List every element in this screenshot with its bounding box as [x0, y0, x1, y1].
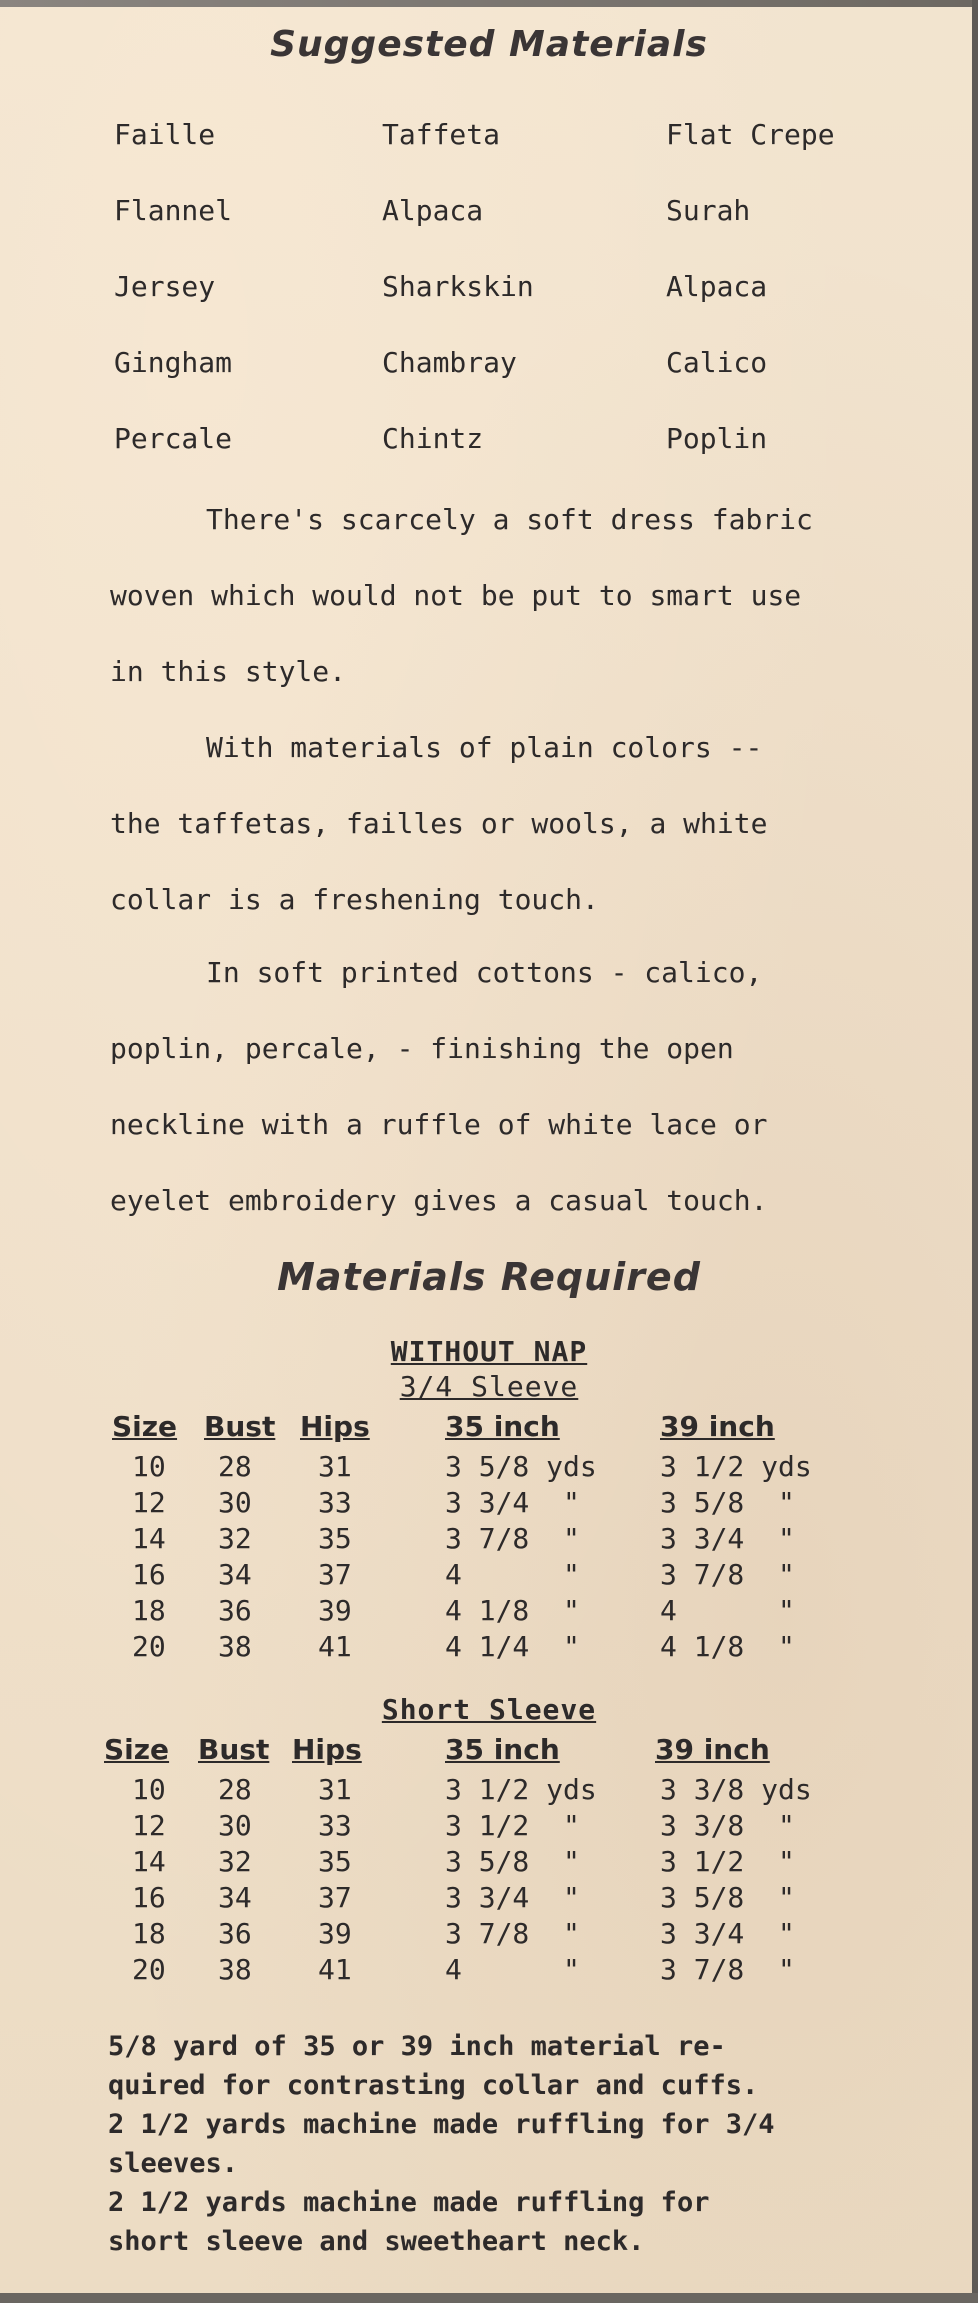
column-header-hips: Hips: [292, 1733, 362, 1766]
bust-cell: 34: [218, 1881, 252, 1914]
column-header-bust: Bust: [204, 1410, 276, 1443]
size-cell: 14: [132, 1845, 166, 1878]
bust-cell: 30: [218, 1486, 252, 1519]
table-row: [0, 1594, 978, 1630]
size-cell: 16: [132, 1558, 166, 1591]
hips-cell: 35: [318, 1522, 352, 1555]
hips-cell: 37: [318, 1881, 352, 1914]
paragraph-line: In soft printed cottons - calico,: [206, 956, 763, 989]
note-line: sleeves.: [108, 2148, 239, 2179]
column-header-size: Size: [112, 1410, 178, 1443]
size-cell: 20: [132, 1953, 166, 1986]
paragraph-line: poplin, percale, - finishing the open: [110, 1032, 734, 1065]
yardage-39-cell: 4 1/8 ": [660, 1630, 795, 1663]
without-nap-label: WITHOUT NAP: [390, 1335, 588, 1368]
bust-cell: 38: [218, 1630, 252, 1663]
size-cell: 20: [132, 1630, 166, 1663]
paragraph-line: With materials of plain colors --: [206, 731, 763, 764]
table-row: [0, 1881, 978, 1917]
material-name: Alpaca: [382, 194, 484, 227]
note-line: 5/8 yard of 35 or 39 inch material re-: [108, 2031, 726, 2062]
hips-cell: 33: [318, 1809, 352, 1842]
hips-cell: 37: [318, 1558, 352, 1591]
yardage-39-cell: 3 3/4 ": [660, 1917, 795, 1950]
bust-cell: 36: [218, 1594, 252, 1627]
column-header-35-inch: 35 inch: [445, 1733, 560, 1766]
material-name: Taffeta: [382, 118, 501, 151]
hips-cell: 35: [318, 1845, 352, 1878]
yardage-35-cell: 3 1/2 yds: [445, 1773, 597, 1806]
size-cell: 10: [132, 1450, 166, 1483]
material-name: Alpaca: [666, 270, 768, 303]
note-line: quired for contrasting collar and cuffs.: [108, 2070, 759, 2101]
paragraph-line: collar is a freshening touch.: [110, 883, 599, 916]
yardage-35-cell: 3 3/4 ": [445, 1486, 580, 1519]
size-cell: 18: [132, 1594, 166, 1627]
size-cell: 14: [132, 1522, 166, 1555]
three-quarter-sleeve-table: [0, 1410, 978, 1666]
table-row: [0, 1486, 978, 1522]
paper-top-edge: [0, 0, 978, 7]
bust-cell: 38: [218, 1953, 252, 1986]
paragraph-printed-cottons: [110, 935, 910, 1239]
bust-cell: 36: [218, 1917, 252, 1950]
table-row: [0, 1558, 978, 1594]
hips-cell: 41: [318, 1630, 352, 1663]
yardage-35-cell: 3 5/8 ": [445, 1845, 580, 1878]
yardage-39-cell: 3 7/8 ": [660, 1558, 795, 1591]
yardage-35-cell: 3 7/8 ": [445, 1917, 580, 1950]
yardage-39-cell: 3 1/2 ": [660, 1845, 795, 1878]
yardage-39-cell: 3 3/8 yds: [660, 1773, 812, 1806]
yardage-35-cell: 3 3/4 ": [445, 1881, 580, 1914]
yardage-39-cell: 3 1/2 yds: [660, 1450, 812, 1483]
note-line: short sleeve and sweetheart neck.: [108, 2226, 645, 2257]
bust-cell: 30: [218, 1809, 252, 1842]
material-name: Calico: [666, 346, 768, 379]
yardage-39-cell: 3 5/8 ": [660, 1881, 795, 1914]
column-header-hips: Hips: [300, 1410, 370, 1443]
suggested-materials-grid: [114, 118, 894, 478]
paper-bottom-edge: [0, 2293, 978, 2303]
material-name: Gingham: [114, 346, 233, 379]
table-row: [0, 1773, 978, 1809]
size-cell: 16: [132, 1881, 166, 1914]
paragraph-line: There's scarcely a soft dress fabric: [206, 503, 813, 536]
yardage-35-cell: 4 ": [445, 1558, 580, 1591]
suggested-materials-heading: Suggested Materials: [270, 24, 708, 65]
bust-cell: 28: [218, 1773, 252, 1806]
three-quarter-sleeve-label: 3/4 Sleeve: [399, 1370, 579, 1403]
table-row: [0, 1522, 978, 1558]
bust-cell: 32: [218, 1845, 252, 1878]
yardage-35-cell: 4 1/4 ": [445, 1630, 580, 1663]
materials-row: [114, 346, 894, 386]
yardage-35-cell: 4 ": [445, 1953, 580, 1986]
yardage-39-cell: 3 3/4 ": [660, 1522, 795, 1555]
size-cell: 12: [132, 1486, 166, 1519]
yardage-39-cell: 4 ": [660, 1594, 795, 1627]
column-header-35-inch: 35 inch: [445, 1410, 560, 1443]
table-row: [0, 1953, 978, 1989]
bust-cell: 34: [218, 1558, 252, 1591]
yardage-39-cell: 3 3/8 ": [660, 1809, 795, 1842]
yardage-39-cell: 3 5/8 ": [660, 1486, 795, 1519]
materials-row: [114, 194, 894, 234]
material-name: Percale: [114, 422, 233, 455]
size-cell: 18: [132, 1917, 166, 1950]
materials-row: [114, 270, 894, 310]
short-sleeve-label: Short Sleeve: [381, 1693, 597, 1726]
short-sleeve-table: [0, 1733, 978, 1989]
note-line: 2 1/2 yards machine made ruffling for 3/4: [108, 2109, 775, 2140]
material-name: Chintz: [382, 422, 484, 455]
bust-cell: 32: [218, 1522, 252, 1555]
yardage-35-cell: 3 7/8 ": [445, 1522, 580, 1555]
paragraph-line: in this style.: [110, 655, 347, 688]
paragraph-line: neckline with a ruffle of white lace or: [110, 1108, 768, 1141]
hips-cell: 41: [318, 1953, 352, 1986]
paragraph-plain-colors: [110, 710, 910, 938]
material-name: Flannel: [114, 194, 233, 227]
yardage-39-cell: 3 7/8 ": [660, 1953, 795, 1986]
material-name: Poplin: [666, 422, 768, 455]
material-name: Flat Crepe: [666, 118, 835, 151]
paragraph-line: eyelet embroidery gives a casual touch.: [110, 1184, 768, 1217]
note-line: 2 1/2 yards machine made ruffling for: [108, 2187, 710, 2218]
size-cell: 10: [132, 1773, 166, 1806]
hips-cell: 39: [318, 1917, 352, 1950]
yardage-35-cell: 4 1/8 ": [445, 1594, 580, 1627]
table-header-row: [0, 1410, 978, 1450]
paragraph-fabric-suitability: [110, 482, 910, 710]
table-row: [0, 1917, 978, 1953]
hips-cell: 33: [318, 1486, 352, 1519]
size-cell: 12: [132, 1809, 166, 1842]
material-name: Chambray: [382, 346, 517, 379]
hips-cell: 31: [318, 1773, 352, 1806]
materials-row: [114, 422, 894, 462]
material-name: Sharkskin: [382, 270, 534, 303]
table-row: [0, 1809, 978, 1845]
yardage-35-cell: 3 1/2 ": [445, 1809, 580, 1842]
additional-materials-notes: [108, 2027, 938, 2261]
column-header-size: Size: [104, 1733, 170, 1766]
material-name: Jersey: [114, 270, 216, 303]
paragraph-line: the taffetas, failles or wools, a white: [110, 807, 768, 840]
column-header-39-inch: 39 inch: [660, 1410, 775, 1443]
yardage-35-cell: 3 5/8 yds: [445, 1450, 597, 1483]
column-header-bust: Bust: [198, 1733, 270, 1766]
material-name: Surah: [666, 194, 751, 227]
table-header-row: [0, 1733, 978, 1773]
hips-cell: 39: [318, 1594, 352, 1627]
column-header-39-inch: 39 inch: [655, 1733, 770, 1766]
table-row: [0, 1845, 978, 1881]
material-name: Faille: [114, 118, 216, 151]
materials-required-heading: Materials Required: [277, 1255, 701, 1299]
hips-cell: 31: [318, 1450, 352, 1483]
materials-row: [114, 118, 894, 158]
table-row: [0, 1450, 978, 1486]
table-row: [0, 1630, 978, 1666]
paragraph-line: woven which would not be put to smart use: [110, 579, 802, 612]
bust-cell: 28: [218, 1450, 252, 1483]
